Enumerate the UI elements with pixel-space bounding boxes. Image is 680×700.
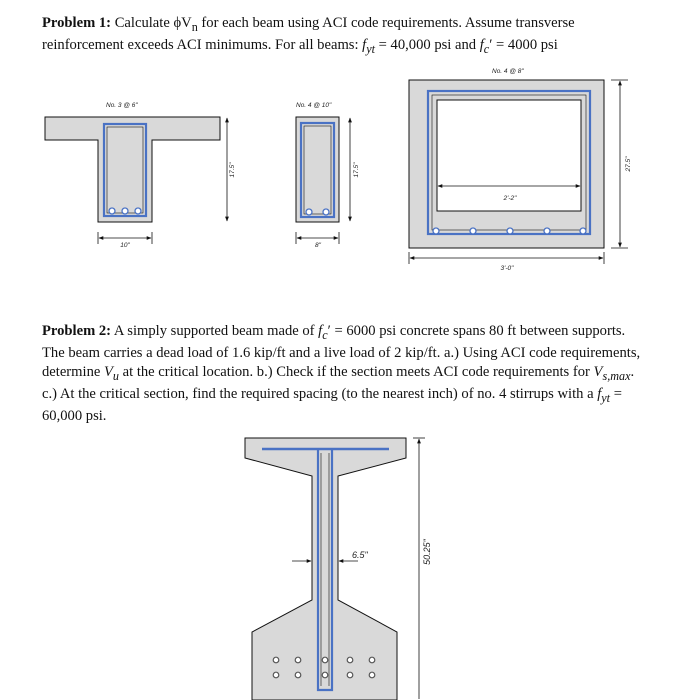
beam-2-stirrup-label: No. 4 @ 10" xyxy=(296,102,332,109)
rebar xyxy=(433,228,439,234)
rebar xyxy=(135,208,141,214)
problem-2-statement: Problem 2: A simply supported beam made of $f_c' = 6000$ psi concrete spans 80 ft between supports. The beam carries a dead load of 1.6 kip/ft and a live load of 2 kip/ft. a.) Using ACI code requirements, determine $V_u$ at the critical location. b.) Check if the section meets ACI code requirements for $V_{s,max}$. c.) At the critical section, find the required spacing (to the nearest inch) of no. 4 stirrups with a $f_{yt} = 60,000$ psi. xyxy=(42,323,641,425)
beam-1-stirrup-label: No. 3 @ 6" xyxy=(106,102,138,109)
problem-1-title: Problem 1: xyxy=(42,15,112,31)
beam-4-height-label: 50.25" xyxy=(422,539,432,565)
beam-3-width-label: 3'-0" xyxy=(500,265,514,272)
rebar xyxy=(544,228,550,234)
beam-1-height-label: 17.5" xyxy=(229,162,236,178)
beam-3-stirrup-label: No. 4 @ 8" xyxy=(492,68,524,75)
beam-3-height-label: 27.5" xyxy=(625,156,632,172)
beam-4-i-girder xyxy=(245,438,432,700)
problem-2-title: Problem 2: xyxy=(42,323,112,339)
beam-1-width-label: 10" xyxy=(120,242,130,249)
rebar xyxy=(122,208,128,214)
rebar xyxy=(323,209,329,215)
beam-3-inner-width-label: 2'-2" xyxy=(503,195,517,202)
beam-3-box-section xyxy=(409,68,632,272)
beam-2-rect-section xyxy=(296,102,360,249)
beam-4-web-label: 6.5" xyxy=(352,550,368,560)
rebar xyxy=(470,228,476,234)
rebar xyxy=(507,228,513,234)
problem-1-statement: Problem 1: Calculate $\phi V_n$ for each beam using ACI code requirements. Assume transverse reinforcement exceeds ACI minimums. For all beams: $f_{yt} = 40,000$ psi and $f_c' = 4000$ psi xyxy=(42,15,575,57)
beam-2-width-label: 8" xyxy=(315,242,321,249)
beam-1-t-section xyxy=(45,102,236,249)
rebar xyxy=(580,228,586,234)
beam-2-height-label: 17.5" xyxy=(353,162,360,178)
rebar xyxy=(306,209,312,215)
rebar xyxy=(109,208,115,214)
